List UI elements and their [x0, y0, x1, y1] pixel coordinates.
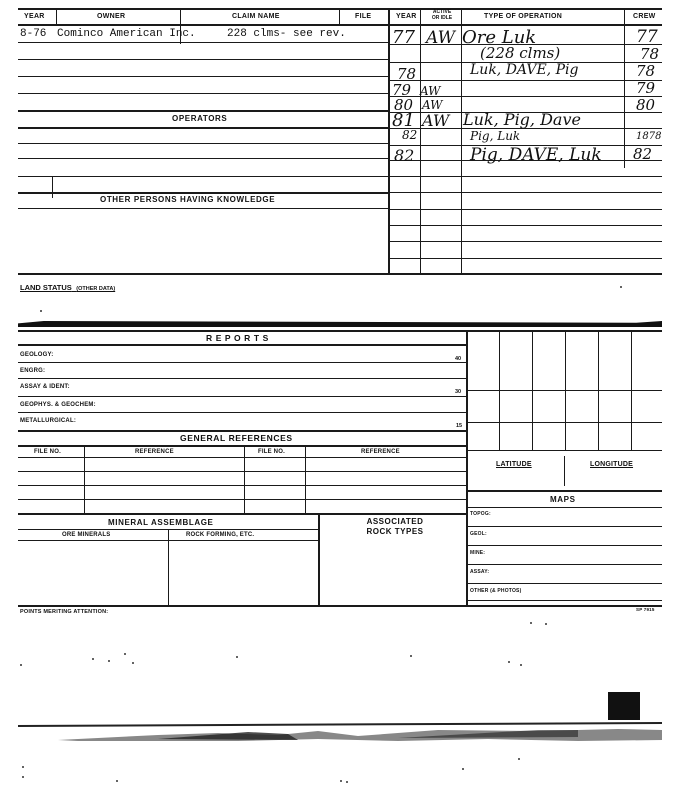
- log-crew: 1878: [636, 131, 662, 142]
- log-active: AW: [420, 84, 441, 98]
- owner-entry-claim: 228 clms- see rev.: [227, 28, 346, 40]
- report-label-engrg: ENGRG:: [20, 368, 46, 374]
- header-active-or-idle: [424, 9, 460, 21]
- log-year: 82: [402, 128, 418, 142]
- log-operation: Luk, Pig, Dave: [463, 110, 581, 129]
- header-active: ACTIVE: [432, 9, 452, 15]
- land-status-label: LAND STATUS: [20, 283, 72, 292]
- header-year-2: YEAR: [396, 13, 417, 20]
- report-num-assay: 30: [455, 389, 462, 395]
- land-status-sub: (OTHER DATA): [76, 286, 116, 292]
- ore-minerals-heading: ORE MINERALS: [62, 532, 111, 538]
- map-row-geol: GEOL:: [470, 531, 487, 537]
- log-year: 80: [394, 96, 414, 114]
- map-row-other: OTHER (& PHOTOS): [470, 588, 522, 594]
- log-year: 79: [392, 81, 412, 99]
- owner-entry-year: 8-76: [20, 28, 47, 40]
- header-crew: CREW: [633, 13, 656, 20]
- ref-col-file-no-1: FILE NO.: [34, 449, 61, 455]
- log-active: AW: [422, 98, 443, 112]
- log-year: 77: [392, 27, 415, 48]
- header-owner: OWNER: [97, 13, 126, 20]
- ref-col-reference-1: REFERENCE: [135, 449, 174, 455]
- log-operation: Pig, DAVE, Luk: [470, 145, 602, 165]
- longitude-label: LONGITUDE: [590, 461, 634, 468]
- report-label-geophys: GEOPHYS. & GEOCHEM:: [20, 402, 96, 408]
- log-crew: 80: [636, 96, 656, 114]
- scan-noise-band: [18, 722, 662, 742]
- general-references-heading: GENERAL REFERENCES: [180, 433, 293, 443]
- report-num-geology: 40: [455, 356, 462, 362]
- log-operation: (228 clms): [480, 44, 561, 62]
- map-row-assay: ASSAY:: [470, 569, 490, 575]
- log-year: 78: [397, 65, 417, 83]
- map-row-mine: MINE:: [470, 550, 486, 556]
- log-active: AW: [426, 28, 456, 48]
- report-num-metallurgical: 15: [456, 423, 463, 429]
- log-year: 82: [394, 146, 415, 165]
- header-claim-name: CLAIM NAME: [232, 13, 280, 20]
- operators-heading: OPERATORS: [172, 114, 228, 123]
- rock-forming-heading: ROCK FORMING, ETC.: [186, 532, 255, 538]
- maps-heading: MAPS: [550, 495, 576, 504]
- map-row-topog: TOPOG:: [470, 511, 491, 517]
- mineral-assemblage-heading: MINERAL ASSEMBLAGE: [108, 518, 214, 527]
- reports-heading: R E P O R T S: [206, 333, 269, 343]
- log-operation: Luk, DAVE, Pig: [470, 62, 579, 78]
- associated-rock-types-heading: [345, 517, 445, 537]
- associated-line: ASSOCIATED: [366, 517, 424, 526]
- ref-col-reference-2: REFERENCE: [361, 449, 400, 455]
- header-type-of-operation: TYPE OF OPERATION: [484, 13, 563, 20]
- land-status-heading: [20, 277, 115, 295]
- form-number: SP 7915: [636, 607, 655, 612]
- log-crew: 78: [640, 45, 660, 63]
- log-active: AW: [422, 111, 450, 130]
- scan-dark-block: [608, 692, 640, 720]
- log-operation: Ore Luk: [462, 27, 537, 48]
- report-label-metallurgical: METALLURGICAL:: [20, 418, 77, 424]
- header-or-idle: OR IDLE: [431, 15, 453, 21]
- other-persons-heading: OTHER PERSONS HAVING KNOWLEDGE: [100, 195, 276, 204]
- header-file: FILE: [355, 13, 372, 20]
- log-operation: Pig, Luk: [470, 129, 521, 143]
- log-crew: 82: [633, 145, 653, 163]
- separator-band: [18, 321, 662, 327]
- log-crew: 78: [636, 62, 656, 80]
- ref-col-file-no-2: FILE NO.: [258, 449, 285, 455]
- log-crew: 77: [636, 27, 658, 47]
- latitude-label: LATITUDE: [496, 461, 532, 468]
- log-year: 81: [392, 110, 415, 131]
- owner-entry-owner: Cominco American Inc.: [57, 28, 196, 40]
- rock-types-line: ROCK TYPES: [366, 527, 424, 536]
- report-label-geology: GEOLOGY:: [20, 352, 54, 358]
- header-year: YEAR: [24, 13, 45, 20]
- report-label-assay: ASSAY & IDENT:: [20, 384, 70, 390]
- points-meriting-attention: POINTS MERITING ATTENTION:: [20, 609, 109, 615]
- log-crew: 79: [636, 79, 656, 97]
